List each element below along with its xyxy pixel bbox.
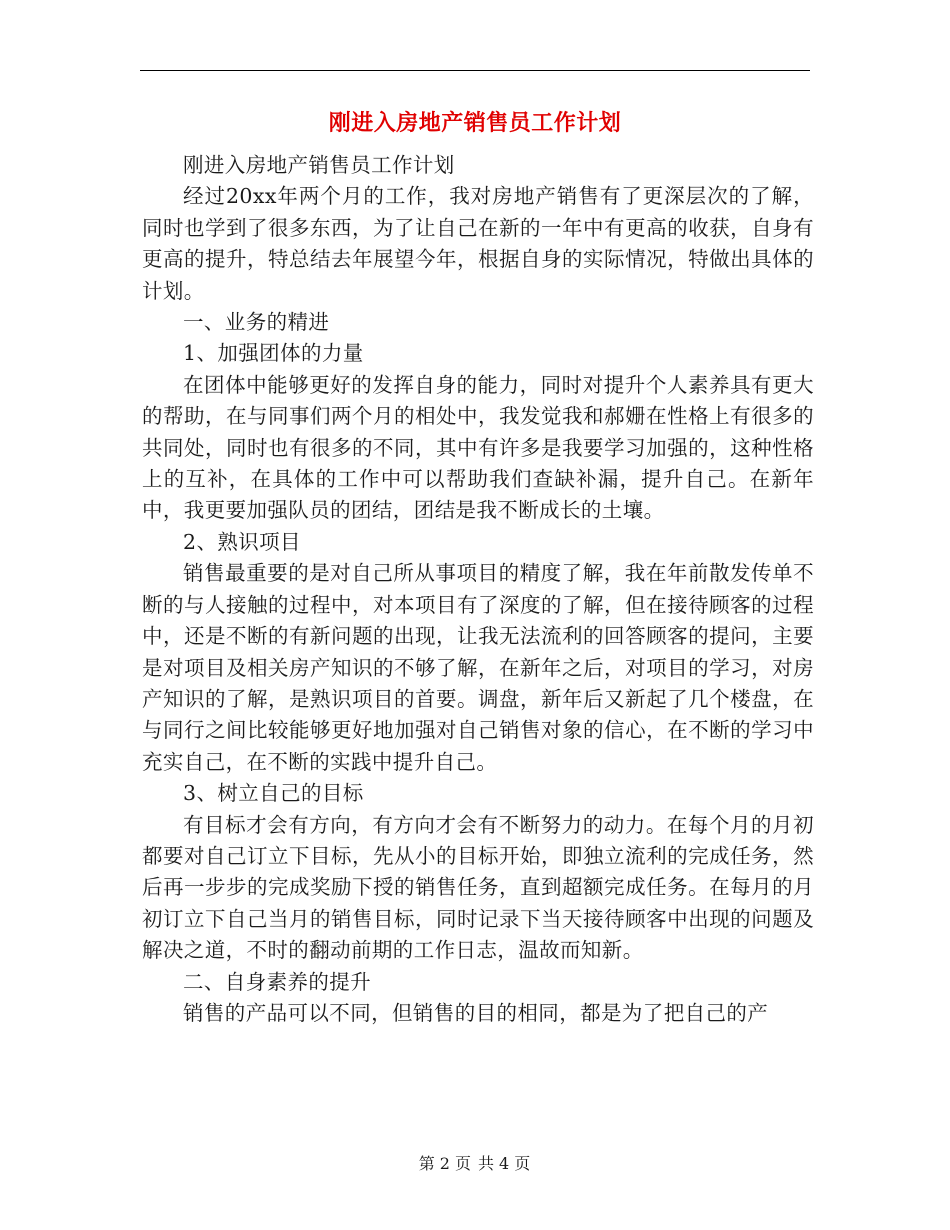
paragraph-subtitle: 刚进入房地产销售员工作计划	[183, 153, 455, 177]
subsection-heading-2: 2、熟识项目	[183, 529, 301, 554]
subsection-heading-3: 3、树立自己的目标	[183, 781, 364, 806]
paragraph-team: 在团体中能够更好的发挥自身的能力，同时对提升个人素养具有更大的帮助，在与同事们两个月的相处中，我发觉我和郝姗在性格上有很多的共同处，同时也有很多的不同，其中有许多是我要学习加强的，这种性格上的互补，在具体的工作中可以帮助我们查缺补漏，提升自己。在新年中，我更要加强队员的团结，团结是我不断成长的土壤。	[142, 372, 814, 523]
page-number: 2	[439, 1154, 451, 1173]
section-heading-1: 一、业务的精进	[183, 310, 330, 335]
paragraph-goals: 有目标才会有方向，有方向才会有不断努力的动力。在每个月的月初都要对自己订立下目标，先从小的目标开始，即独立流利的完成任务，然后再一步步的完成奖励下授的销售任务，直到超额完成任务。在每月的月初订立下自己当月的销售目标，同时记录下当天接待顾客中出现的问题及解决之道，不时的翻动前期的工作日志，温故而知新。	[142, 812, 814, 963]
footer-prefix: 第	[418, 1154, 436, 1173]
paragraph-intro: 经过20xx年两个月的工作，我对房地产销售有了更深层次的了解，同时也学到了很多东西，为了让自己在新的一年中有更高的收获，自身有更高的提升，特总结去年展望今年，根据自身的实际情况，特做出具体的计划。	[142, 184, 814, 303]
paragraph-project: 销售最重要的是对自己所从事项目的精度了解，我在年前散发传单不断的与人接触的过程中，对本项目有了深度的了解，但在接待顾客的过程中，还是不断的有新问题的出现，让我无法流利的回答顾客的提问，主要是对项目及相关房产知识的不够了解，在新年之后，对项目的学习，对房产知识的了解，是熟识项目的首要。调盘，新年后又新起了几个楼盘，在与同行之间比较能够更好地加强对自己销售对象的信心，在不断的学习中充实自己，在不断的实践中提升自己。	[142, 561, 814, 774]
footer-mid: 页 共	[454, 1154, 496, 1173]
section-heading-2: 二、自身素养的提升	[183, 969, 372, 994]
subsection-heading-1: 1、加强团体的力量	[183, 341, 364, 366]
document-title: 刚进入房地产销售员工作计划	[328, 111, 622, 136]
footer-suffix: 页	[514, 1154, 532, 1173]
paragraph-sales: 销售的产品可以不同，但销售的目的相同，都是为了把自己的产	[183, 1000, 769, 1025]
total-pages: 4	[499, 1154, 511, 1173]
header-rule	[140, 70, 810, 71]
page-footer	[0, 1152, 950, 1176]
document-body	[142, 150, 814, 1029]
